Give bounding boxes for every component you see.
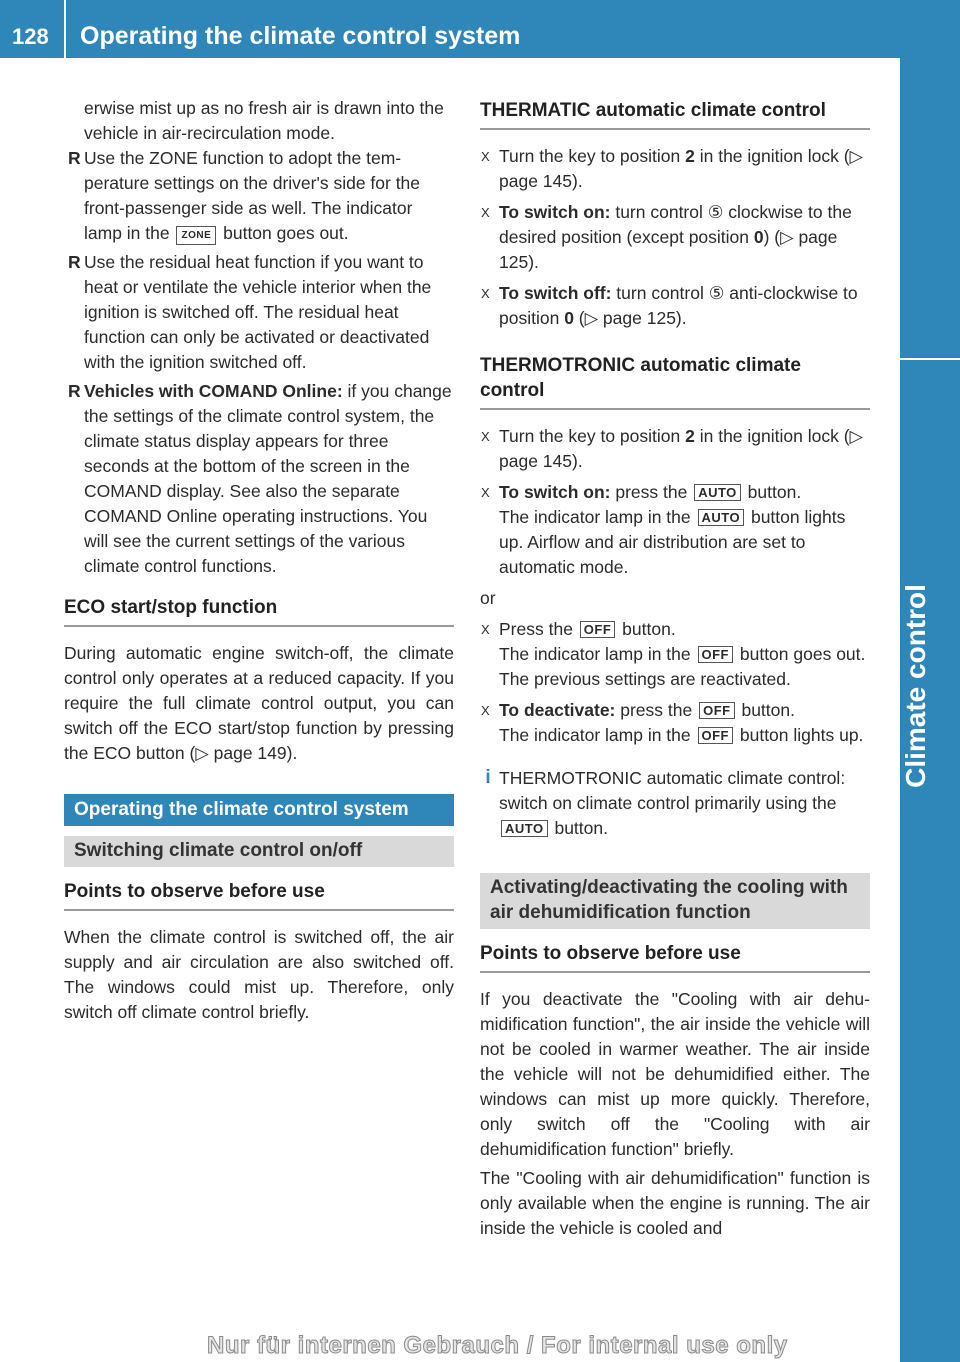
paragraph-cooling-2: The "Cooling with air dehumidification" function is only available when the engine is running. The air inside the vehicle is cooled and: [480, 1168, 870, 1238]
auto-button-icon: AUTO: [698, 509, 745, 526]
heading-points-left: Points to observe before use: [64, 877, 454, 911]
watermark: Nur für internen Gebrauch / For internal use only: [207, 1332, 788, 1359]
heading-eco: ECO start/stop function: [64, 593, 454, 627]
step-result: [480, 642, 870, 692]
step-arrow-icon: X: [481, 286, 490, 301]
paragraph-continued: erwise mist up as no fresh air is drawn into the vehicle in air-recirculation mode.: [84, 98, 444, 143]
step-text: button.: [736, 700, 795, 720]
side-tab-divider: [900, 358, 960, 360]
list-item-residual-heat: [64, 250, 454, 375]
section-heading-switching: Switching climate control on/off: [64, 836, 454, 867]
list-item-text: Use the ZONE function to adopt the temperature settings on the driver's side for the front-passenger side as well. The indicator lamp in the: [84, 148, 421, 243]
step-text: The indicator lamp in the: [499, 507, 696, 527]
step-item: [480, 281, 870, 331]
step-text: press the: [610, 482, 693, 502]
list-item-comand: [64, 379, 454, 579]
list-item-text: Use the residual heat function if you want to heat or ventilate the vehicle interior when the ignition is switched off. The residual heat function can only be activated or deactivated with the ignition switched off.: [84, 252, 432, 372]
step-arrow-icon: X: [481, 485, 490, 500]
info-text: THERMOTRONIC automatic climate control: switch on climate control primarily using the: [499, 768, 846, 813]
section-heading-cooling: Activating/deactivating the cooling with air dehumidification function: [480, 873, 870, 929]
step-text: in the ignition lock (▷ page 145).: [499, 426, 863, 471]
step-bold: 0: [753, 227, 764, 247]
list-item-text: if you change the settings of the climate control system, the climate status display appears for three seconds at the bottom of the screen in the COMAND display. See also the separate COMAND Online operating instructions. You will see the current settings of the various climate control functions.: [84, 381, 452, 576]
list-item-text: button goes out.: [218, 223, 349, 243]
bullet-marker: R: [68, 148, 81, 168]
step-item: [480, 200, 870, 275]
step-bold: 2: [685, 426, 695, 446]
step-arrow-icon: X: [481, 205, 490, 220]
step-text: button.: [617, 619, 676, 639]
step-item: [480, 144, 870, 194]
step-text: Press the: [499, 619, 578, 639]
heading-thermotronic: THERMOTRONIC automatic climate control: [480, 351, 870, 410]
step-arrow-icon: X: [481, 622, 490, 637]
step-text: turn control ⑤ anti-clockwise to position: [499, 283, 858, 328]
page-header: [0, 0, 960, 58]
step-arrow-icon: X: [481, 429, 490, 444]
step-text: button goes out. The previous settings are reactivated.: [499, 644, 866, 689]
step-bold: To deactivate:: [499, 700, 616, 720]
step-item: [480, 617, 870, 642]
header-divider: [64, 0, 66, 58]
off-button-icon: OFF: [699, 702, 735, 719]
heading-points-right: Points to observe before use: [480, 939, 870, 973]
step-text: turn control ⑤ clockwise to the desired position (except position: [499, 202, 852, 247]
or-label: or: [480, 588, 496, 608]
info-note: [480, 766, 870, 841]
side-tab-label: Climate control: [900, 584, 931, 788]
left-column: [64, 96, 454, 1025]
step-text: button lights up.: [735, 725, 864, 745]
step-text: press the: [615, 700, 698, 720]
info-icon: i: [485, 767, 491, 788]
step-bold: 0: [564, 308, 574, 328]
step-item: [480, 698, 870, 723]
step-text: Turn the key to position: [499, 426, 686, 446]
step-result: [480, 723, 870, 748]
step-text: The indicator lamp in the: [499, 725, 696, 745]
auto-button-icon: AUTO: [501, 820, 548, 837]
step-item: [480, 424, 870, 474]
right-column: [480, 96, 870, 1241]
zone-button-icon: ZONE: [176, 226, 216, 245]
step-text: in the ignition lock (▷ page 145).: [499, 146, 863, 191]
info-text: button.: [549, 818, 608, 838]
step-text: ) (▷ page 125).: [499, 227, 838, 272]
step-bold: To switch on:: [499, 202, 611, 222]
side-tab: [900, 0, 960, 1362]
step-bold: To switch on:: [499, 482, 611, 502]
list-item-zone: [64, 146, 454, 246]
paragraph-cooling-1: If you deactivate the "Cooling with air dehumidification function", the air inside the vehicle will not be cooled in warmer weather. The air inside the vehicle will not be dehumidified either. The windows can mist up more quickly. Therefore, only switch off the "Cooling with air dehumidification function" briefly.: [480, 989, 870, 1159]
heading-thermatic: THERMATIC automatic climate control: [480, 96, 870, 130]
step-result: [480, 505, 870, 580]
step-arrow-icon: X: [481, 703, 490, 718]
step-text: The indicator lamp in the: [499, 644, 696, 664]
list-item-bold: Vehicles with COMAND Online:: [84, 381, 343, 401]
off-button-icon: OFF: [698, 646, 734, 663]
page-title: Operating the climate control system: [80, 22, 521, 50]
auto-button-icon: AUTO: [694, 484, 741, 501]
step-arrow-icon: X: [481, 149, 490, 164]
step-text: button lights up. Airflow and air distribution are set to automatic mode.: [499, 507, 846, 577]
step-text: Turn the key to position: [499, 146, 686, 166]
step-text: (▷ page 125).: [573, 308, 687, 328]
bullet-marker: R: [68, 381, 81, 401]
step-text: button.: [742, 482, 802, 502]
step-bold: To switch off:: [499, 283, 612, 303]
step-bold: 2: [685, 146, 695, 166]
paragraph-eco: During automatic engine switch-off, the climate control only operates at a reduced capacity. If you require the full climate control output, you can switch off the ECO start/stop function by pressing the ECO button (▷ page 149).: [64, 643, 454, 763]
paragraph-points-left: When the climate control is switched off, the air supply and air circulation are also switched off. The windows could mist up. Therefore, only switch off climate control briefly.: [64, 927, 454, 1022]
bullet-marker: R: [68, 252, 81, 272]
page-number: 128: [12, 24, 49, 49]
section-heading-operating: Operating the climate control system: [64, 794, 454, 826]
off-button-icon: OFF: [580, 621, 616, 638]
step-item: [480, 480, 870, 505]
off-button-icon: OFF: [698, 727, 734, 744]
